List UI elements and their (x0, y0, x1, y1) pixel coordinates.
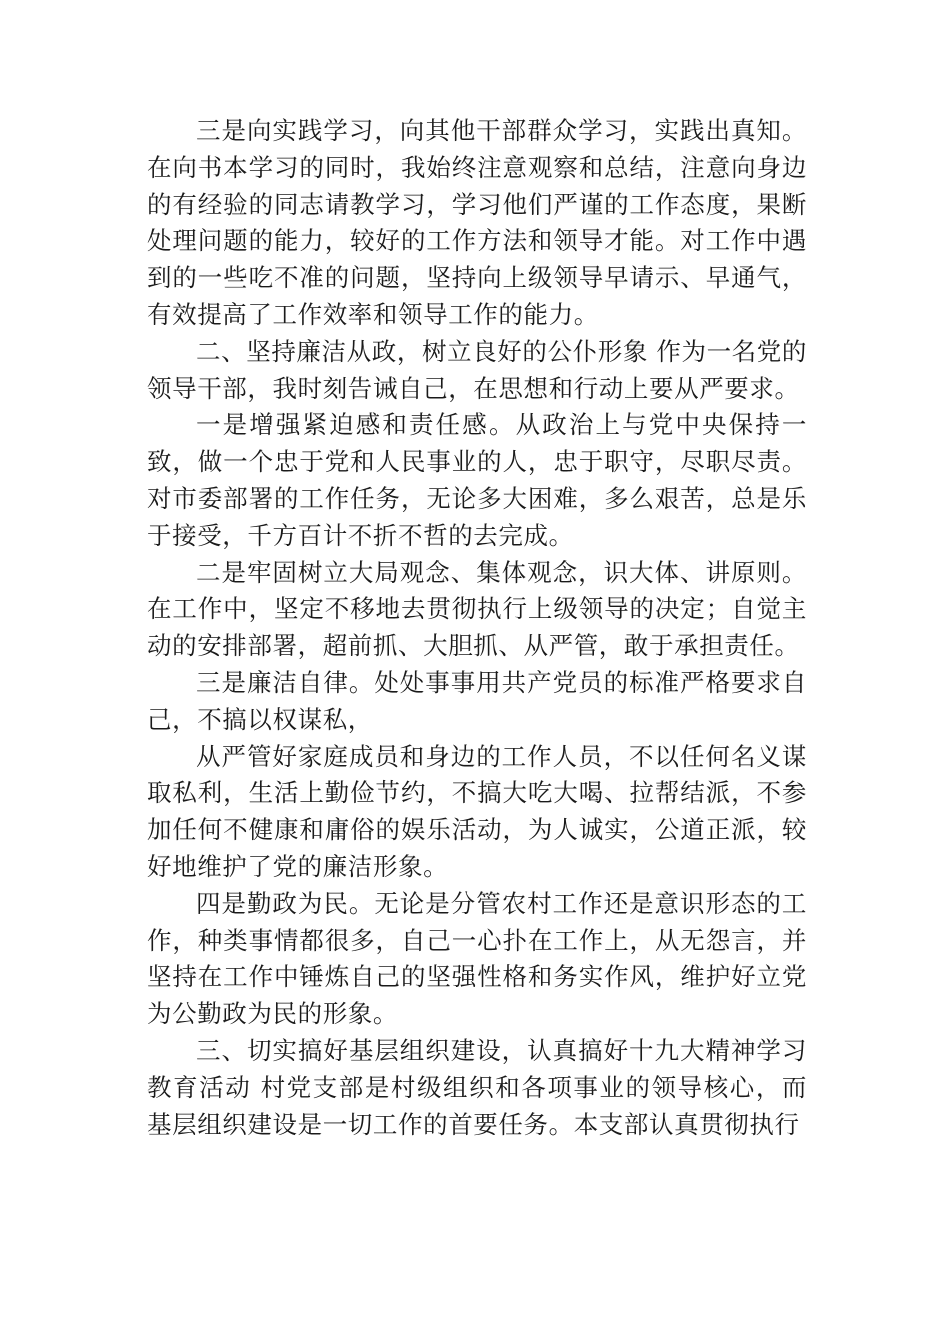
document-body (147, 113, 807, 1143)
paragraph-section-three-heading: 三、切实搞好基层组织建设，认真搞好十九大精神学习教育活动 村党支部是村级组织和各项事业的领导核心，而基层组织建设是一切工作的首要任务。本支部认真贯彻执行 (147, 1035, 807, 1139)
paragraph-urgency-responsibility: 一是增强紧迫感和责任感。从政治上与党中央保持一致，做一个忠于党和人民事业的人，忠于职守，尽职尽责。对市委部署的工作任务，无论多大困难，多么艰苦，总是乐于接受，千方百计不折不哲的去完成。 (147, 410, 807, 550)
paragraph-diligent-governance: 四是勤政为民。无论是分管农村工作还是意识形态的工作，种类事情都很多，自己一心扑在工作上，从无怨言，并坚持在工作中锤炼自己的坚强性格和务实作风，维护好立党为公勤政为民的形象。 (147, 888, 807, 1029)
paragraph-section-two-heading: 二、坚持廉洁从政，树立良好的公仆形象 作为一名党的领导干部，我时刻告诫自己，在思想和行动上要从严要求。 (147, 336, 807, 403)
paragraph-overall-situation: 二是牢固树立大局观念、集体观念，识大体、讲原则。在工作中，坚定不移地去贯彻执行上级领导的决定；自觉主动的安排部署，超前抓、大胆抓、从严管，敢于承担责任。 (147, 557, 807, 661)
paragraph-family-management: 从严管好家庭成员和身边的工作人员，不以任何名义谋取私利，生活上勤俭节约，不搞大吃大喝、拉帮结派，不参加任何不健康和庸俗的娱乐活动，为人诚实，公道正派，较好地维护了党的廉洁形象。 (147, 741, 807, 881)
paragraph-self-discipline: 三是廉洁自律。处处事事用共产党员的标准严格要求自己，不搞以权谋私， (147, 667, 807, 734)
paragraph-practice-learning: 三是向实践学习，向其他干部群众学习，实践出真知。在向书本学习的同时，我始终注意观察和总结，注意向身边的有经验的同志请教学习，学习他们严谨的工作态度，果断处理问题的能力，较好的工作方法和领导才能。对工作中遇到的一些吃不准的问题，坚持向上级领导早请示、早通气，有效提高了工作效率和领导工作的能力。 (147, 116, 807, 329)
